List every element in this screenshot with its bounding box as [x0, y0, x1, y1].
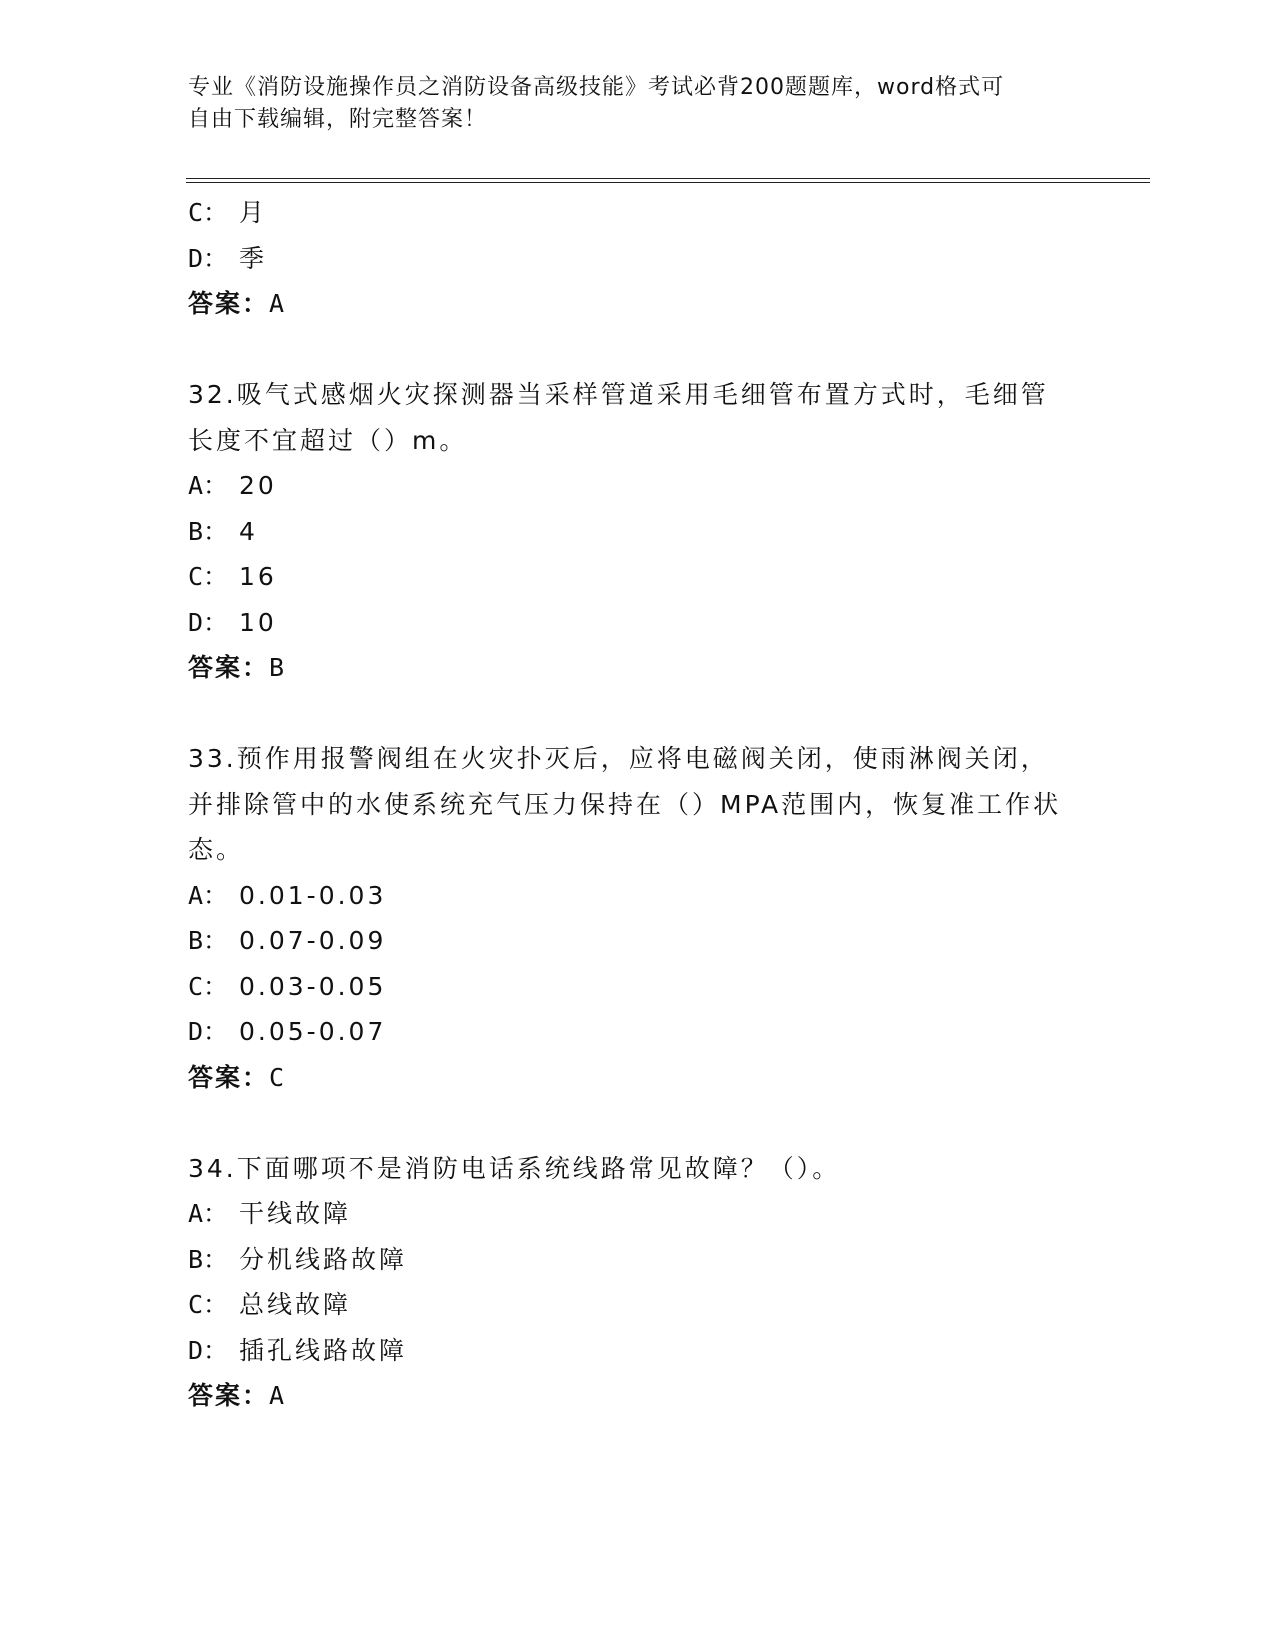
answer-value: B: [269, 653, 285, 682]
option-d: [188, 1328, 1088, 1374]
option-text: 插孔线路故障: [239, 1335, 408, 1365]
question-text-line-1: 32.吸气式感烟火灾探测器当采样管道采用毛细管布置方式时，毛细管: [188, 380, 1049, 409]
header-line-2: 自由下载编辑，附完整答案！: [188, 107, 488, 132]
option-key: D：: [188, 1335, 229, 1365]
option-key: B：: [188, 926, 229, 955]
option-key: B：: [188, 1244, 229, 1274]
question-text-line-2: 并排除管中的水使系统充气压力保持在（）MPA范围内，恢复准工作状: [188, 789, 1062, 819]
option-text: 季: [239, 243, 268, 273]
question-34: [188, 1146, 1088, 1419]
option-b: [188, 509, 1088, 555]
answer-value: C: [269, 1062, 285, 1092]
option-text: 总线故障: [239, 1290, 352, 1319]
option-key: D：: [188, 243, 229, 273]
header-line-1: 专业《消防设施操作员之消防设备高级技能》考试必背200题题库，word格式可: [188, 75, 1005, 100]
option-key: D：: [188, 607, 229, 637]
answer-value: A: [269, 1381, 285, 1410]
option-key: C：: [188, 1290, 229, 1319]
option-key: D：: [188, 1017, 229, 1046]
question-text-line-3: 态。: [188, 835, 245, 864]
option-key: C：: [188, 198, 229, 227]
answer-label: 答案：: [188, 289, 270, 318]
option-key: A：: [188, 880, 229, 910]
question-text: [188, 736, 1068, 873]
question-33: [188, 736, 1088, 1100]
option-b: [188, 918, 1088, 964]
question-31-tail: [188, 190, 1088, 327]
option-text: 16: [239, 562, 277, 591]
document-header: [188, 72, 1068, 136]
question-text: [188, 1146, 1068, 1192]
spacer: [188, 1100, 1088, 1146]
option-d: [188, 236, 1088, 282]
option-text: 4: [239, 516, 258, 546]
option-a: [188, 1191, 1088, 1237]
option-key: A：: [188, 471, 229, 500]
option-text: 分机线路故障: [239, 1244, 408, 1274]
option-text: 干线故障: [239, 1199, 352, 1228]
answer-label: 答案：: [188, 653, 270, 682]
answer-label: 答案：: [188, 1381, 270, 1410]
option-c: [188, 1282, 1088, 1328]
option-d: [188, 600, 1088, 646]
answer-line: [188, 1373, 1088, 1419]
option-key: C：: [188, 971, 229, 1001]
question-text-line-2: 长度不宜超过（）m。: [188, 425, 468, 455]
option-text: 0.01-0.03: [239, 880, 387, 910]
option-text: 0.07-0.09: [239, 926, 387, 955]
option-a: [188, 873, 1088, 919]
option-text: 20: [239, 471, 277, 500]
option-text: 0.03-0.05: [239, 971, 387, 1001]
answer-label: 答案：: [188, 1062, 270, 1092]
answer-line: [188, 1055, 1088, 1101]
option-c: [188, 190, 1088, 236]
header-divider-top: [186, 178, 1150, 179]
option-a: [188, 463, 1088, 509]
question-text: [188, 372, 1068, 463]
header-divider-bottom: [186, 182, 1150, 183]
question-list: [188, 190, 1088, 1419]
spacer: [188, 691, 1088, 737]
question-text-line-1: 34.下面哪项不是消防电话系统线路常见故障？（）。: [188, 1153, 841, 1183]
spacer: [188, 327, 1088, 373]
option-text: 10: [239, 607, 277, 637]
answer-value: A: [269, 289, 285, 318]
question-32: [188, 372, 1088, 691]
option-key: B：: [188, 516, 229, 546]
option-text: 0.05-0.07: [239, 1017, 387, 1046]
option-key: C：: [188, 562, 229, 591]
option-d: [188, 1009, 1088, 1055]
option-c: [188, 554, 1088, 600]
option-b: [188, 1237, 1088, 1283]
option-c: [188, 964, 1088, 1010]
answer-line: [188, 281, 1088, 327]
option-text: 月: [239, 198, 268, 227]
answer-line: [188, 645, 1088, 691]
option-key: A：: [188, 1199, 229, 1228]
question-text-line-1: 33.预作用报警阀组在火灾扑灭后，应将电磁阀关闭，使雨淋阀关闭，: [188, 744, 1049, 773]
